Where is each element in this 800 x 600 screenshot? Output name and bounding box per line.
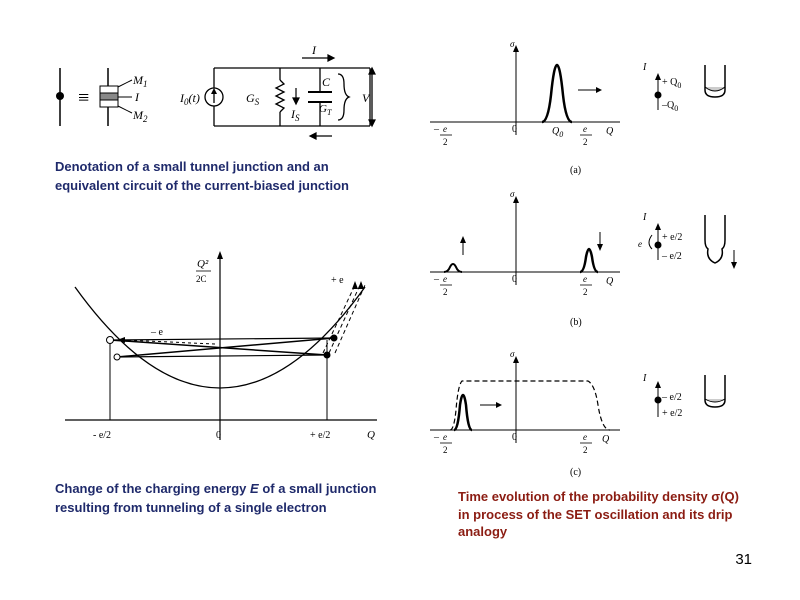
c-plus-label: + e/2 bbox=[662, 408, 683, 419]
a-plus-label: + Q bbox=[662, 77, 678, 88]
caption-line: Time evolution of the probability density σ(Q) bbox=[458, 489, 739, 504]
circuit-diagram bbox=[40, 40, 400, 150]
caption-line: in process of the SET oscillation and its drip bbox=[458, 506, 733, 522]
den: 2 bbox=[583, 445, 588, 455]
q-axis-label: Q bbox=[602, 434, 610, 445]
caption-text: of a small junction bbox=[258, 481, 377, 496]
charging-energy-plot bbox=[55, 245, 385, 450]
sigma-label: σ bbox=[510, 349, 515, 359]
circuit-labels bbox=[179, 43, 371, 123]
ylabel-num: Q² bbox=[197, 258, 209, 270]
svg-text:M1 bbox=[132, 73, 148, 89]
panel-a bbox=[430, 39, 725, 176]
caption-line: equivalent circuit of the current-biased junction bbox=[55, 177, 349, 193]
x-axis-label: Q bbox=[367, 429, 375, 441]
x-minus-label: - e/2 bbox=[93, 430, 112, 441]
plus-e-label: + e bbox=[331, 275, 344, 286]
i0-sub: 0 bbox=[184, 97, 189, 107]
i-label: I bbox=[643, 373, 647, 384]
c-minus-label: – e/2 bbox=[662, 392, 682, 403]
m2-label: M bbox=[133, 108, 143, 122]
i-label: I bbox=[643, 62, 647, 73]
gt-sub: T bbox=[326, 108, 332, 117]
panel-c bbox=[430, 349, 725, 478]
e-num: e bbox=[583, 274, 587, 284]
den: 2 bbox=[583, 287, 588, 297]
i0-arg: (t) bbox=[188, 91, 200, 105]
a-minus-label: –Q bbox=[662, 100, 675, 111]
panel-b-label: (b) bbox=[570, 317, 582, 328]
e-num: e bbox=[583, 124, 587, 134]
probability-panels bbox=[420, 35, 760, 480]
is-sub: S bbox=[295, 113, 300, 123]
e-num: e bbox=[583, 432, 587, 442]
m1-sub: 1 bbox=[143, 79, 148, 89]
caption-charging-energy bbox=[55, 480, 395, 518]
den: 2 bbox=[443, 445, 448, 455]
gs-label: G bbox=[246, 91, 255, 105]
panel-a-label: (a) bbox=[570, 165, 582, 176]
minus-label: – bbox=[434, 274, 439, 285]
sigma-label: σ bbox=[510, 39, 515, 49]
caption-time-evolution bbox=[458, 488, 768, 541]
svg-text:IS bbox=[290, 107, 300, 123]
svg-text:GS bbox=[246, 91, 260, 107]
m2-sub: 2 bbox=[143, 114, 148, 124]
c-label: C bbox=[322, 75, 331, 89]
minus-label: – bbox=[434, 432, 439, 443]
x-plus-label: + e/2 bbox=[310, 430, 331, 441]
v-label: V bbox=[362, 91, 370, 105]
minus-label: – bbox=[434, 124, 439, 135]
caption-line: analogy bbox=[458, 524, 508, 540]
current-source-icon bbox=[205, 88, 223, 106]
q0-sub: 0 bbox=[559, 130, 564, 139]
i-label: I bbox=[135, 90, 139, 104]
b-plus-label: + e/2 bbox=[662, 232, 683, 243]
den: 2 bbox=[443, 137, 448, 147]
zero-label: 0 bbox=[512, 124, 517, 135]
i-top-label: I bbox=[312, 43, 316, 57]
equiv-symbol: ≡ bbox=[78, 87, 90, 109]
x-zero-label: 0 bbox=[216, 430, 221, 441]
i-label: I bbox=[643, 212, 647, 223]
svg-text:I0(t) bbox=[179, 91, 200, 107]
caption-line: Denotation of a small tunnel junction and an bbox=[55, 159, 329, 174]
panel-c-label: (c) bbox=[570, 467, 582, 478]
zero-label: 0 bbox=[512, 432, 517, 443]
e-num: e bbox=[443, 274, 447, 284]
svg-text:–Q0 bbox=[661, 100, 678, 113]
e-num: e bbox=[443, 432, 447, 442]
caption-var: E bbox=[250, 481, 259, 496]
a-plus-sub: 0 bbox=[677, 81, 682, 90]
ylabel-den: 2C bbox=[196, 274, 207, 284]
slide-number: 31 bbox=[735, 551, 752, 568]
sigma-label: σ bbox=[510, 189, 515, 199]
svg-text:+ Q0 bbox=[662, 77, 681, 90]
minus-e-label: – e bbox=[151, 327, 163, 338]
panel-b bbox=[430, 189, 737, 328]
e-num: e bbox=[443, 124, 447, 134]
svg-text:GT bbox=[319, 103, 332, 117]
caption-line: resulting from tunneling of a single electron bbox=[55, 499, 327, 515]
q-axis-label: Q bbox=[606, 276, 614, 287]
tunnel-junction-symbol bbox=[56, 68, 148, 126]
is-label: I bbox=[291, 107, 295, 121]
caption-line bbox=[55, 480, 395, 499]
caption-text: Change of the charging energy bbox=[55, 481, 251, 496]
e-label: e bbox=[638, 239, 642, 249]
svg-text:Q0 bbox=[552, 126, 563, 139]
q-axis-label: Q bbox=[606, 126, 614, 137]
m1-label: M bbox=[133, 73, 143, 87]
gt-label: G bbox=[319, 103, 327, 115]
zero-label: 0 bbox=[512, 274, 517, 285]
gs-sub: S bbox=[254, 97, 260, 107]
caption-tunnel-junction bbox=[55, 158, 385, 196]
svg-text:M2 bbox=[132, 108, 148, 124]
a-minus-sub: 0 bbox=[674, 104, 679, 113]
den: 2 bbox=[583, 137, 588, 147]
b-minus-label: – e/2 bbox=[662, 251, 682, 262]
i0-label: I bbox=[180, 91, 184, 105]
q0-label: Q bbox=[552, 126, 560, 137]
den: 2 bbox=[443, 287, 448, 297]
